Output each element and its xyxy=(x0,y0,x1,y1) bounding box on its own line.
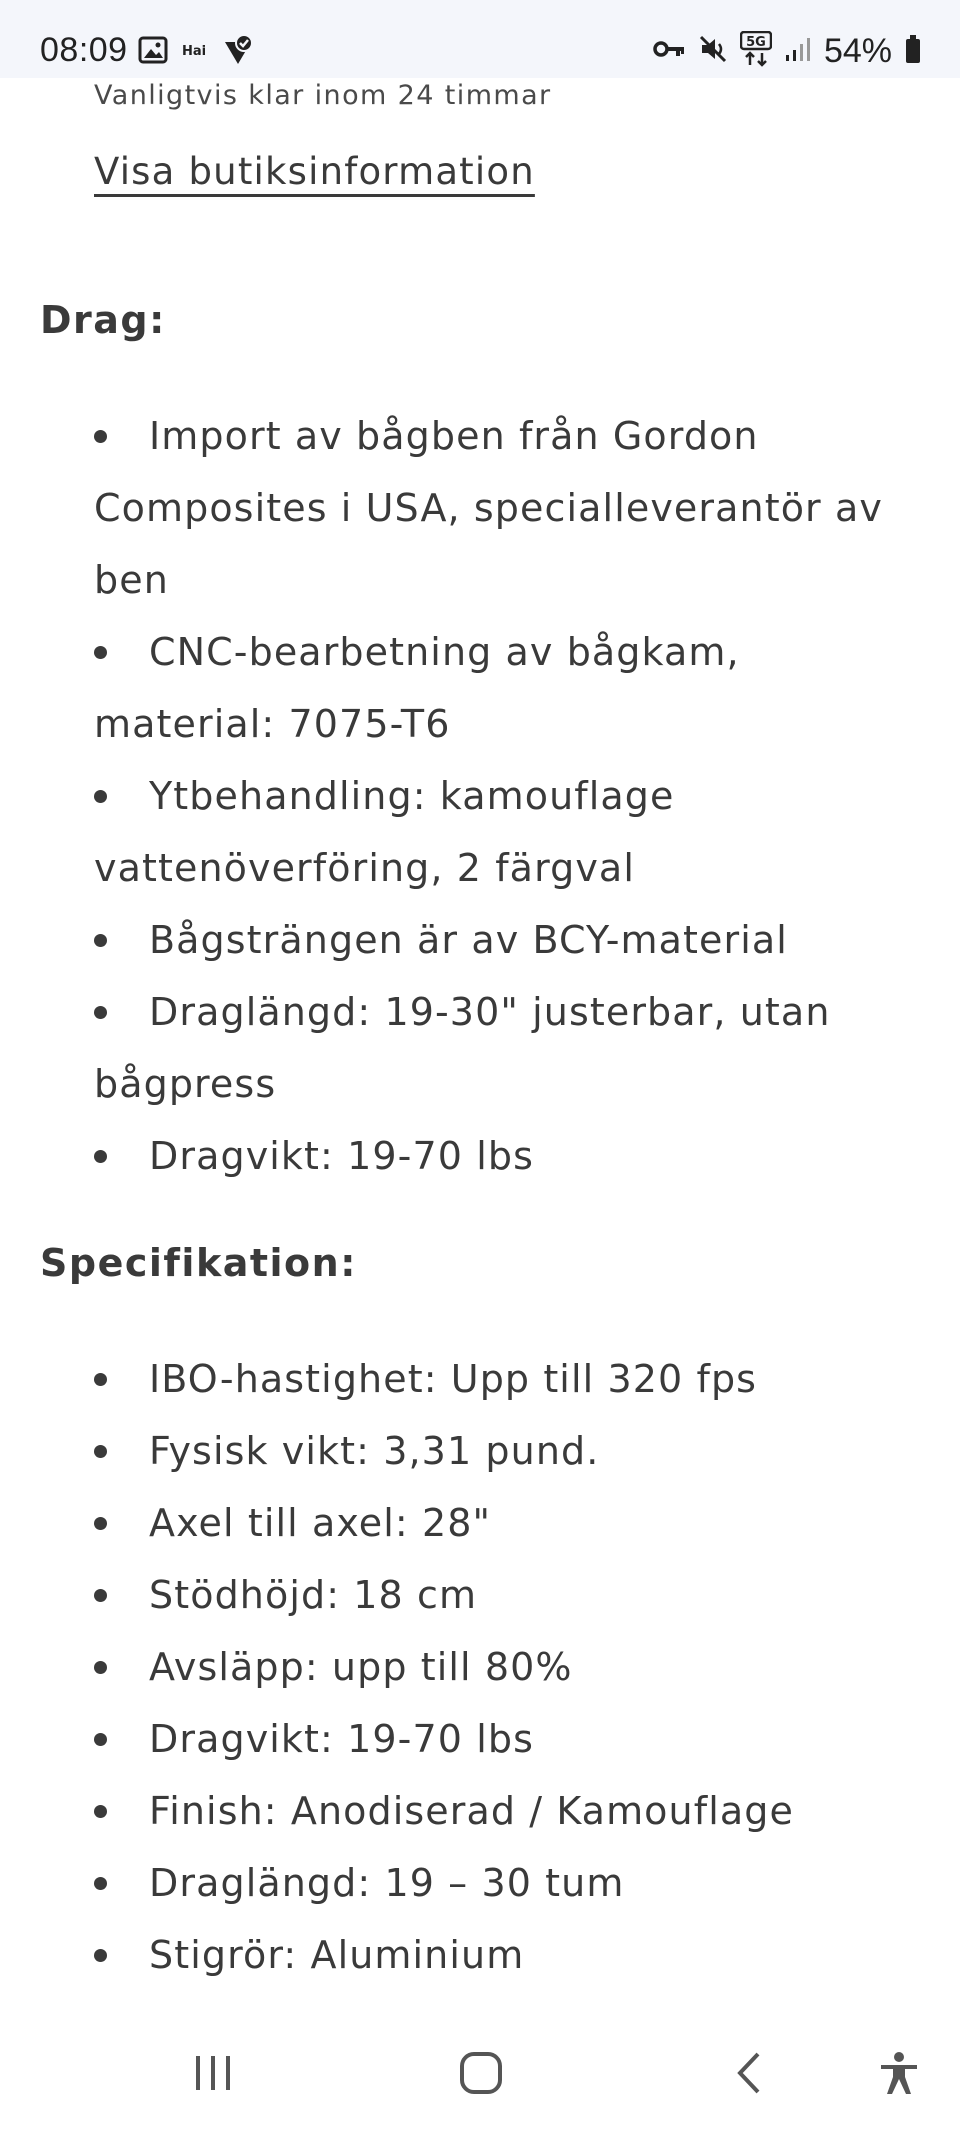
svg-text:5G: 5G xyxy=(746,35,766,50)
back-icon[interactable] xyxy=(716,2038,786,2108)
list-item xyxy=(94,976,914,1120)
mute-icon xyxy=(698,34,728,68)
bullet-icon xyxy=(94,1150,107,1163)
list-item xyxy=(94,1919,914,1991)
specification-heading: Specifikation: xyxy=(40,1241,357,1285)
bullet-icon xyxy=(94,1373,107,1386)
list-item-text: Dragvikt: 19-70 lbs xyxy=(149,1134,534,1178)
signal-icon xyxy=(784,35,812,67)
status-bar xyxy=(0,0,960,78)
list-item xyxy=(94,1775,914,1847)
battery-icon xyxy=(904,34,922,68)
list-item-text: Avsläpp: upp till 80% xyxy=(149,1645,573,1689)
5g-icon xyxy=(740,31,772,71)
list-item-text: IBO-hastighet: Upp till 320 fps xyxy=(149,1357,758,1401)
accessibility-icon[interactable] xyxy=(864,2038,934,2108)
list-item xyxy=(94,760,914,904)
list-item-text: Dragvikt: 19-70 lbs xyxy=(149,1717,534,1761)
list-item-text: Bågsträngen är av BCY-material xyxy=(149,918,788,962)
bullet-icon xyxy=(94,1733,107,1746)
vpn-key-icon xyxy=(652,37,686,65)
bullet-icon xyxy=(94,430,107,443)
recent-apps-icon[interactable] xyxy=(178,2038,248,2108)
bullet-icon xyxy=(94,1661,107,1674)
status-time: 08:09 xyxy=(40,31,128,69)
bullet-icon xyxy=(94,790,107,803)
list-item xyxy=(94,1415,914,1487)
list-item-text: Axel till axel: 28" xyxy=(149,1501,492,1545)
list-item xyxy=(94,1487,914,1559)
battery-percentage: 54% xyxy=(823,31,892,70)
list-item-text: Ytbehandling: kamouflage vattenöverföring, 2 färgval xyxy=(94,774,675,890)
list-item xyxy=(94,1343,914,1415)
bullet-icon xyxy=(94,1805,107,1818)
list-item-text: Stigrör: Aluminium xyxy=(149,1933,525,1977)
list-item xyxy=(94,904,914,976)
list-item-text: Draglängd: 19-30" justerbar, utan bågpress xyxy=(94,990,831,1106)
specification-list xyxy=(94,1343,914,1991)
list-item-text: Stödhöjd: 18 cm xyxy=(149,1573,478,1617)
check-badge-icon xyxy=(222,34,254,70)
drag-heading: Drag: xyxy=(40,298,166,342)
list-item xyxy=(94,1631,914,1703)
list-item xyxy=(94,400,914,616)
list-item xyxy=(94,1559,914,1631)
bullet-icon xyxy=(94,1006,107,1019)
list-item xyxy=(94,616,914,760)
system-icons xyxy=(652,31,922,71)
list-item-text: Import av bågben från Gordon Composites i USA, specialleverantör av ben xyxy=(94,414,883,602)
drag-list xyxy=(94,400,914,1192)
list-item xyxy=(94,1703,914,1775)
image-icon xyxy=(138,35,168,69)
notification-icons xyxy=(138,34,254,70)
home-icon[interactable] xyxy=(446,2038,516,2108)
bullet-icon xyxy=(94,1877,107,1890)
bullet-icon xyxy=(94,1517,107,1530)
bullet-icon xyxy=(94,1445,107,1458)
svg-text:Hai: Hai xyxy=(182,44,207,59)
bullet-icon xyxy=(94,1589,107,1602)
list-item-text: Draglängd: 19 – 30 tum xyxy=(149,1861,625,1905)
store-info-link[interactable]: Visa butiksinformation xyxy=(94,150,535,193)
hai-icon xyxy=(182,39,208,65)
bullet-icon xyxy=(94,646,107,659)
bullet-icon xyxy=(94,1949,107,1962)
list-item xyxy=(94,1120,914,1192)
bullet-icon xyxy=(94,934,107,947)
list-item xyxy=(94,1847,914,1919)
navigation-bar xyxy=(0,2010,960,2133)
list-item-text: CNC-bearbetning av bågkam, material: 7075-T6 xyxy=(94,630,740,746)
pickup-availability-note: Vanligtvis klar inom 24 timmar xyxy=(94,80,552,111)
list-item-text: Fysisk vikt: 3,31 pund. xyxy=(149,1429,600,1473)
list-item-text: Finish: Anodiserad / Kamouflage xyxy=(149,1789,794,1833)
